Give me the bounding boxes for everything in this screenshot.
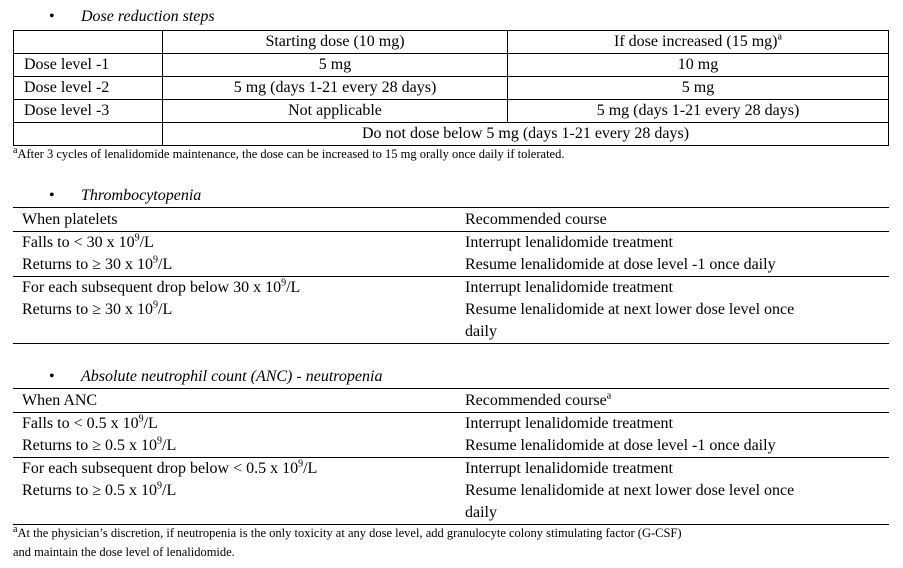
bullet: • bbox=[49, 187, 55, 204]
divider bbox=[13, 343, 889, 344]
col-recommended-course: Recommended course bbox=[465, 211, 607, 228]
section-heading: Absolute neutrophil count (ANC) - neutropenia bbox=[81, 368, 383, 385]
col-when-anc: When ANC bbox=[22, 392, 98, 409]
condition: For each subsequent drop below 30 x $10^9/L$ bbox=[22, 277, 301, 296]
increased-dose-value: 5 mg (days 1-21 every 28 days) bbox=[508, 100, 889, 123]
dose-footnote: $^a$After 3 cycles of lenalidomide maintenance, the dose can be increased to 15 mg orally once daily if tolerated. bbox=[13, 144, 565, 161]
increased-dose-value: 10 mg bbox=[508, 54, 889, 77]
course: Resume lenalidomide at next lower dose level once bbox=[465, 482, 795, 499]
col-dose-increased: If dose increased (15 mg)$^a$ bbox=[508, 31, 889, 54]
col-when-platelets: When platelets bbox=[22, 211, 118, 228]
condition: Returns to ≥ 30 x $10^9/L$ bbox=[22, 299, 173, 318]
course: Interrupt lenalidomide treatment bbox=[465, 415, 673, 432]
dose-level: Dose level -2 bbox=[14, 77, 163, 100]
dose-reduction-table bbox=[13, 30, 889, 146]
condition: Falls to < 0.5 x $10^9/L$ bbox=[22, 413, 158, 432]
bullet: • bbox=[49, 368, 55, 385]
table-row bbox=[14, 54, 889, 77]
divider bbox=[13, 207, 889, 208]
starting-dose-value: 5 mg (days 1-21 every 28 days) bbox=[163, 77, 508, 100]
condition: Falls to < 30 x $10^9/L$ bbox=[22, 232, 154, 251]
table-row bbox=[14, 100, 889, 123]
course-continued: daily bbox=[465, 504, 497, 521]
col-recommended-course: Recommended course$^a$ bbox=[465, 390, 612, 409]
divider bbox=[13, 388, 889, 389]
neutropenia-footnote: $^a$At the physician’s discretion, if neutropenia is the only toxicity at any dose level, add granulocyte colony stimulating factor (G-CSF) and maintain the dose level of lenalidomide. bbox=[13, 523, 682, 559]
condition: For each subsequent drop below < 0.5 x $10^9/L$ bbox=[22, 458, 318, 477]
increased-dose-value: 5 mg bbox=[508, 77, 889, 100]
dose-level: Dose level -3 bbox=[14, 100, 163, 123]
course: Interrupt lenalidomide treatment bbox=[465, 460, 673, 477]
course: Resume lenalidomide at dose level -1 once daily bbox=[465, 256, 776, 273]
course: Interrupt lenalidomide treatment bbox=[465, 234, 673, 251]
condition: Returns to ≥ 30 x $10^9/L$ bbox=[22, 254, 173, 273]
section-heading: Thrombocytopenia bbox=[81, 187, 202, 204]
starting-dose-value: 5 mg bbox=[163, 54, 508, 77]
course: Resume lenalidomide at next lower dose level once bbox=[465, 301, 795, 318]
condition: Returns to ≥ 0.5 x $10^9/L$ bbox=[22, 435, 177, 454]
course: Resume lenalidomide at dose level -1 once daily bbox=[465, 437, 776, 454]
col-starting-dose: Starting dose (10 mg) bbox=[163, 31, 508, 54]
course: Interrupt lenalidomide treatment bbox=[465, 279, 673, 296]
thrombocytopenia-section bbox=[0, 187, 903, 207]
dose-floor-note: Do not dose below 5 mg (days 1-21 every 28 days) bbox=[163, 123, 889, 146]
dose-level: Dose level -1 bbox=[14, 54, 163, 77]
bullet: • bbox=[49, 8, 55, 25]
condition: Returns to ≥ 0.5 x $10^9/L$ bbox=[22, 480, 177, 499]
table-header-row bbox=[14, 31, 889, 54]
starting-dose-value: Not applicable bbox=[163, 100, 508, 123]
section-heading: Dose reduction steps bbox=[81, 8, 215, 25]
table-row bbox=[14, 123, 889, 146]
neutropenia-section bbox=[0, 368, 903, 388]
course-continued: daily bbox=[465, 323, 497, 340]
table-row bbox=[14, 77, 889, 100]
